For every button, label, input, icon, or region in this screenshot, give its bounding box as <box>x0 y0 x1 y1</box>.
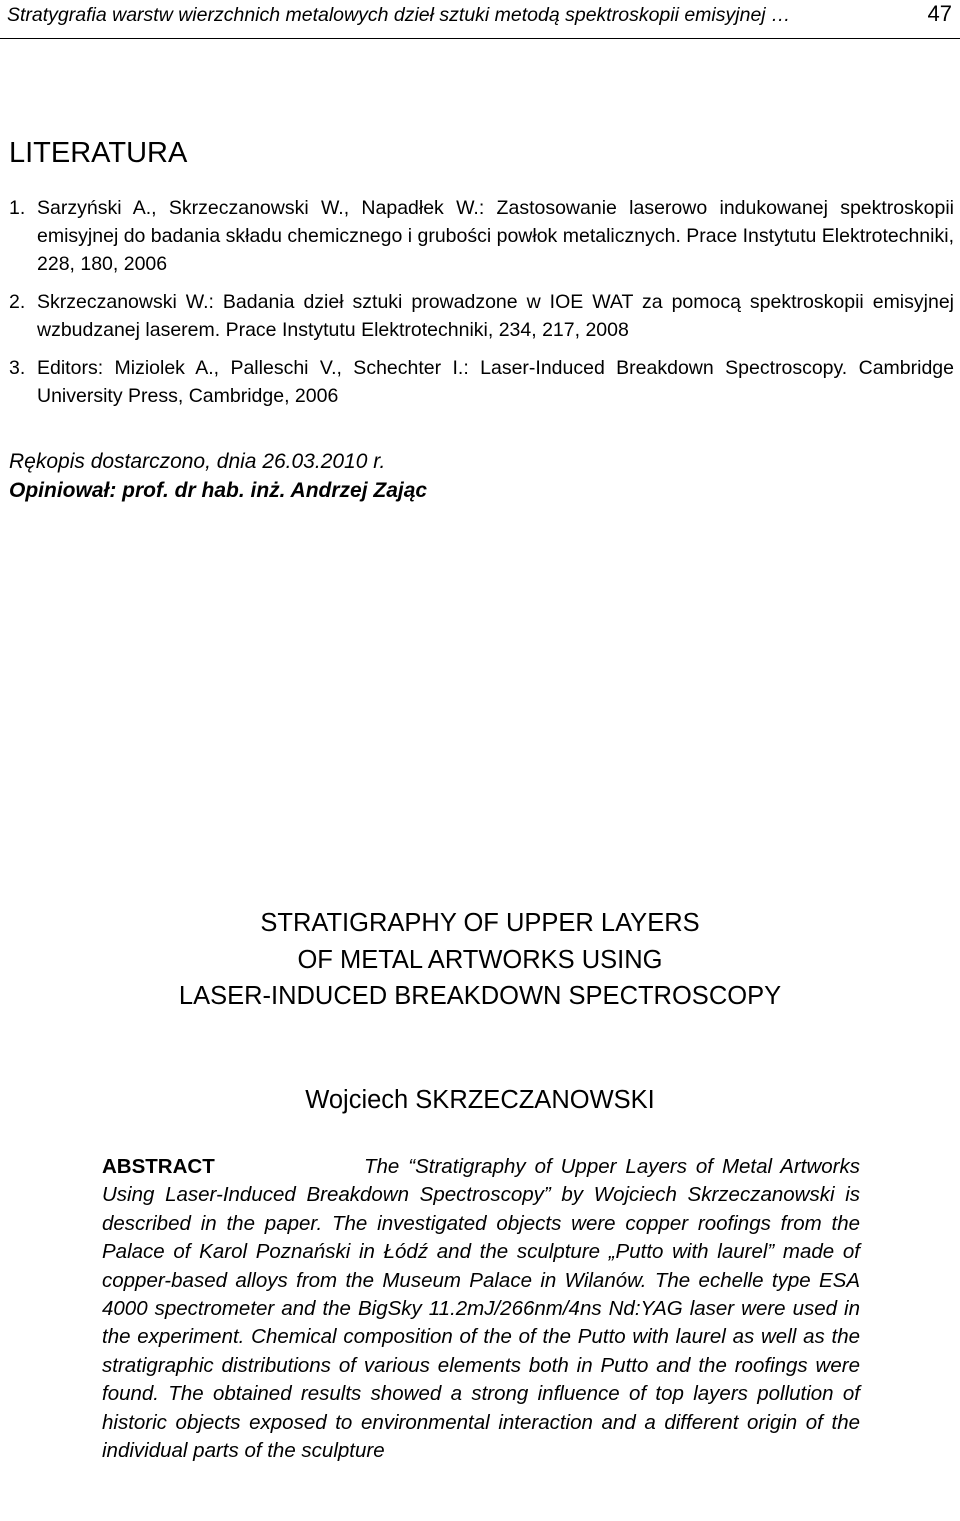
author-name: Wojciech SKRZECZANOWSKI <box>305 1086 655 1114</box>
abstract-label: ABSTRACT <box>102 1155 215 1178</box>
reviewer: Opiniował: prof. dr hab. inż. Andrzej Zając <box>9 479 428 502</box>
reference-number: 2. <box>9 291 26 313</box>
abstract <box>102 1153 860 1465</box>
literature-heading: LITERATURA <box>9 137 188 169</box>
running-title: Stratygrafia warstw wierzchnich metalowych dzieł sztuki metodą spektroskopii emisyjnej … <box>7 4 791 26</box>
reference-number: 3. <box>9 357 26 379</box>
english-title-line: LASER-INDUCED BREAKDOWN SPECTROSCOPY <box>178 982 782 1010</box>
reference-item <box>9 194 954 278</box>
reference-number: 1. <box>9 197 26 219</box>
english-title-line: STRATIGRAPHY OF UPPER LAYERS <box>260 909 700 937</box>
received-date: Rękopis dostarczono, dnia 26.03.2010 r. <box>9 450 386 473</box>
abstract-text: The “Stratigraphy of Upper Layers of Metal Artworks Using Laser-Induced Breakdown Spectroscopy” by Wojciech Skrzeczanowski is described in the paper. The investigated objects were copper roofings from the Palace of Karol Poznański in Łódź and the sculpture „Putto with laurel” made of copper-based alloys from the Museum Palace in Wilanów. The echelle type ESA 4000 spectrometer and the BigSky 11.2mJ/266nm/4ns Nd:YAG laser were used in the experiment. Chemical composition of the of the Putto with laurel as well as the stratigraphic distributions of various elements both in Putto and the roofings were found. The obtained results showed a strong influence of top layers pollution of historic objects exposed to environmental interaction and a different origin of the individual parts of the sculpture <box>102 1155 860 1463</box>
running-header <box>0 0 960 39</box>
english-title <box>0 905 960 1015</box>
reference-item <box>9 288 954 344</box>
reference-text: Skrzeczanowski W.: Badania dzieł sztuki prowadzone w IOE WAT za pomocą spektroskopii emisyjnej wzbudzanej laserem. Prace Instytutu Elektrotechniki, 234, 217, 2008 <box>37 291 954 341</box>
english-title-line: OF METAL ARTWORKS USING <box>297 945 663 974</box>
reference-list <box>9 194 954 420</box>
page-number: 47 <box>927 1 952 26</box>
reference-item <box>9 354 954 410</box>
reference-text: Sarzyński A., Skrzeczanowski W., Napadłek W.: Zastosowanie laserowo indukowanej spektroskopii emisyjnej do badania składu chemicznego i grubości powłok metalicznych. Prace Instytutu Elektrotechniki, 228, 180, 2006 <box>37 197 954 275</box>
reference-text: Editors: Miziolek A., Palleschi V., Schechter I.: Laser-Induced Breakdown Spectroscopy. Cambridge University Press, Cambridge, 2006 <box>37 357 954 407</box>
